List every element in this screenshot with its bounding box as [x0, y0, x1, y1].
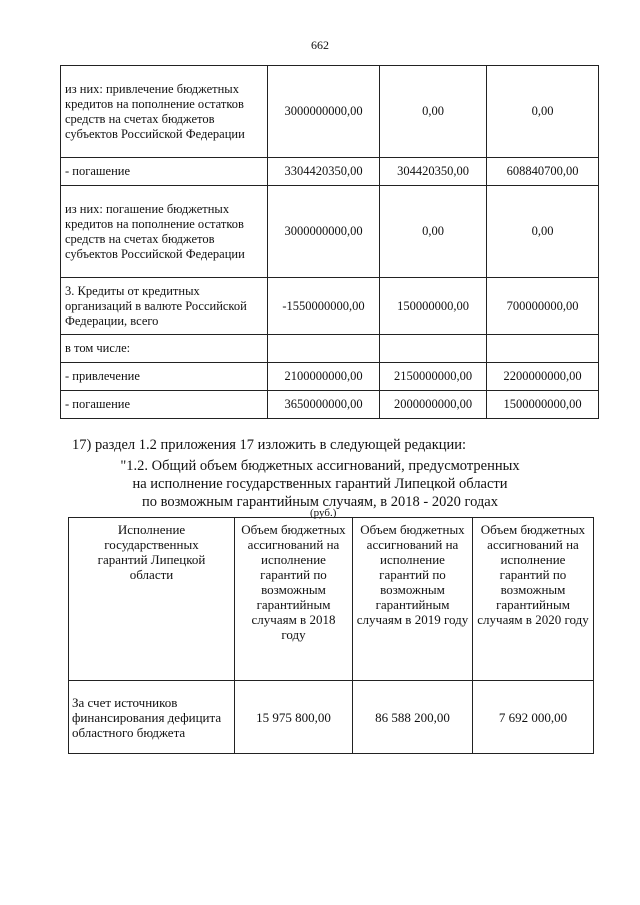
value-2018: -1550000000,00	[268, 278, 380, 335]
unit-label: (руб.)	[310, 507, 337, 519]
column-header: Объем бюджетных ассигнований на исполнение гарантий по возможным гарантийным случаям в 2020 году	[473, 518, 594, 681]
table-row	[61, 391, 599, 419]
value-2019	[380, 335, 487, 363]
table-row	[69, 681, 594, 754]
row-label: из них: привлечение бюджетных кредитов на пополнение остатков средств на счетах бюджетов субъектов Российской Федерации	[61, 66, 268, 158]
table-row	[61, 158, 599, 186]
value-2020: 1500000000,00	[487, 391, 599, 419]
value-2020: 608840700,00	[487, 158, 599, 186]
value-2020: 0,00	[487, 186, 599, 278]
section-title-line: на исполнение государственных гарантий Липецкой области	[132, 476, 508, 492]
value-2019: 0,00	[380, 66, 487, 158]
value-2020: 0,00	[487, 66, 599, 158]
table-row	[61, 363, 599, 391]
value-2019: 150000000,00	[380, 278, 487, 335]
value-2018: 3304420350,00	[268, 158, 380, 186]
table-row	[61, 66, 599, 158]
value-2018: 3650000000,00	[268, 391, 380, 419]
page-number: 662	[311, 38, 329, 52]
row-label: - погашение	[61, 391, 268, 419]
value-2018: 3000000000,00	[268, 66, 380, 158]
row-label: - привлечение	[61, 363, 268, 391]
value-2019: 2150000000,00	[380, 363, 487, 391]
value-2019: 2000000000,00	[380, 391, 487, 419]
value-2020: 700000000,00	[487, 278, 599, 335]
column-header: Исполнение государственных гарантий Липецкой области	[69, 518, 235, 681]
sources-financing-table	[60, 65, 599, 419]
value-2019: 304420350,00	[380, 158, 487, 186]
row-label: из них: погашение бюджетных кредитов на пополнение остатков средств на счетах бюджетов субъектов Российской Федерации	[61, 186, 268, 278]
value-2020	[487, 335, 599, 363]
table-row	[61, 278, 599, 335]
value-2018: 3000000000,00	[268, 186, 380, 278]
amendment-paragraph: 17) раздел 1.2 приложения 17 изложить в следующей редакции:	[72, 437, 467, 453]
value-2018	[268, 335, 380, 363]
table-header-row	[69, 518, 594, 681]
row-label: - погашение	[61, 158, 268, 186]
value-2018: 2100000000,00	[268, 363, 380, 391]
table-row	[61, 335, 599, 363]
value-2019: 0,00	[380, 186, 487, 278]
value-2018: 15 975 800,00	[235, 681, 353, 754]
section-title-line: "1.2. Общий объем бюджетных ассигнований, предусмотренных	[120, 458, 520, 474]
row-label: За счет источников финансирования дефицита областного бюджета	[69, 681, 235, 754]
column-header: Объем бюджетных ассигнований на исполнение гарантий по возможным гарантийным случаям в 2019 году	[353, 518, 473, 681]
value-2019: 86 588 200,00	[353, 681, 473, 754]
value-2020: 7 692 000,00	[473, 681, 594, 754]
row-label: 3. Кредиты от кредитных организаций в валюте Российской Федерации, всего	[61, 278, 268, 335]
table-row	[61, 186, 599, 278]
section-title-line: по возможным гарантийным случаям, в 2018 - 2020 годах	[142, 494, 498, 510]
column-header: Объем бюджетных ассигнований на исполнение гарантий по возможным гарантийным случаям в 2018 году	[235, 518, 353, 681]
guarantees-table	[68, 517, 594, 754]
value-2020: 2200000000,00	[487, 363, 599, 391]
section-title	[0, 457, 640, 511]
row-label: в том числе:	[61, 335, 268, 363]
